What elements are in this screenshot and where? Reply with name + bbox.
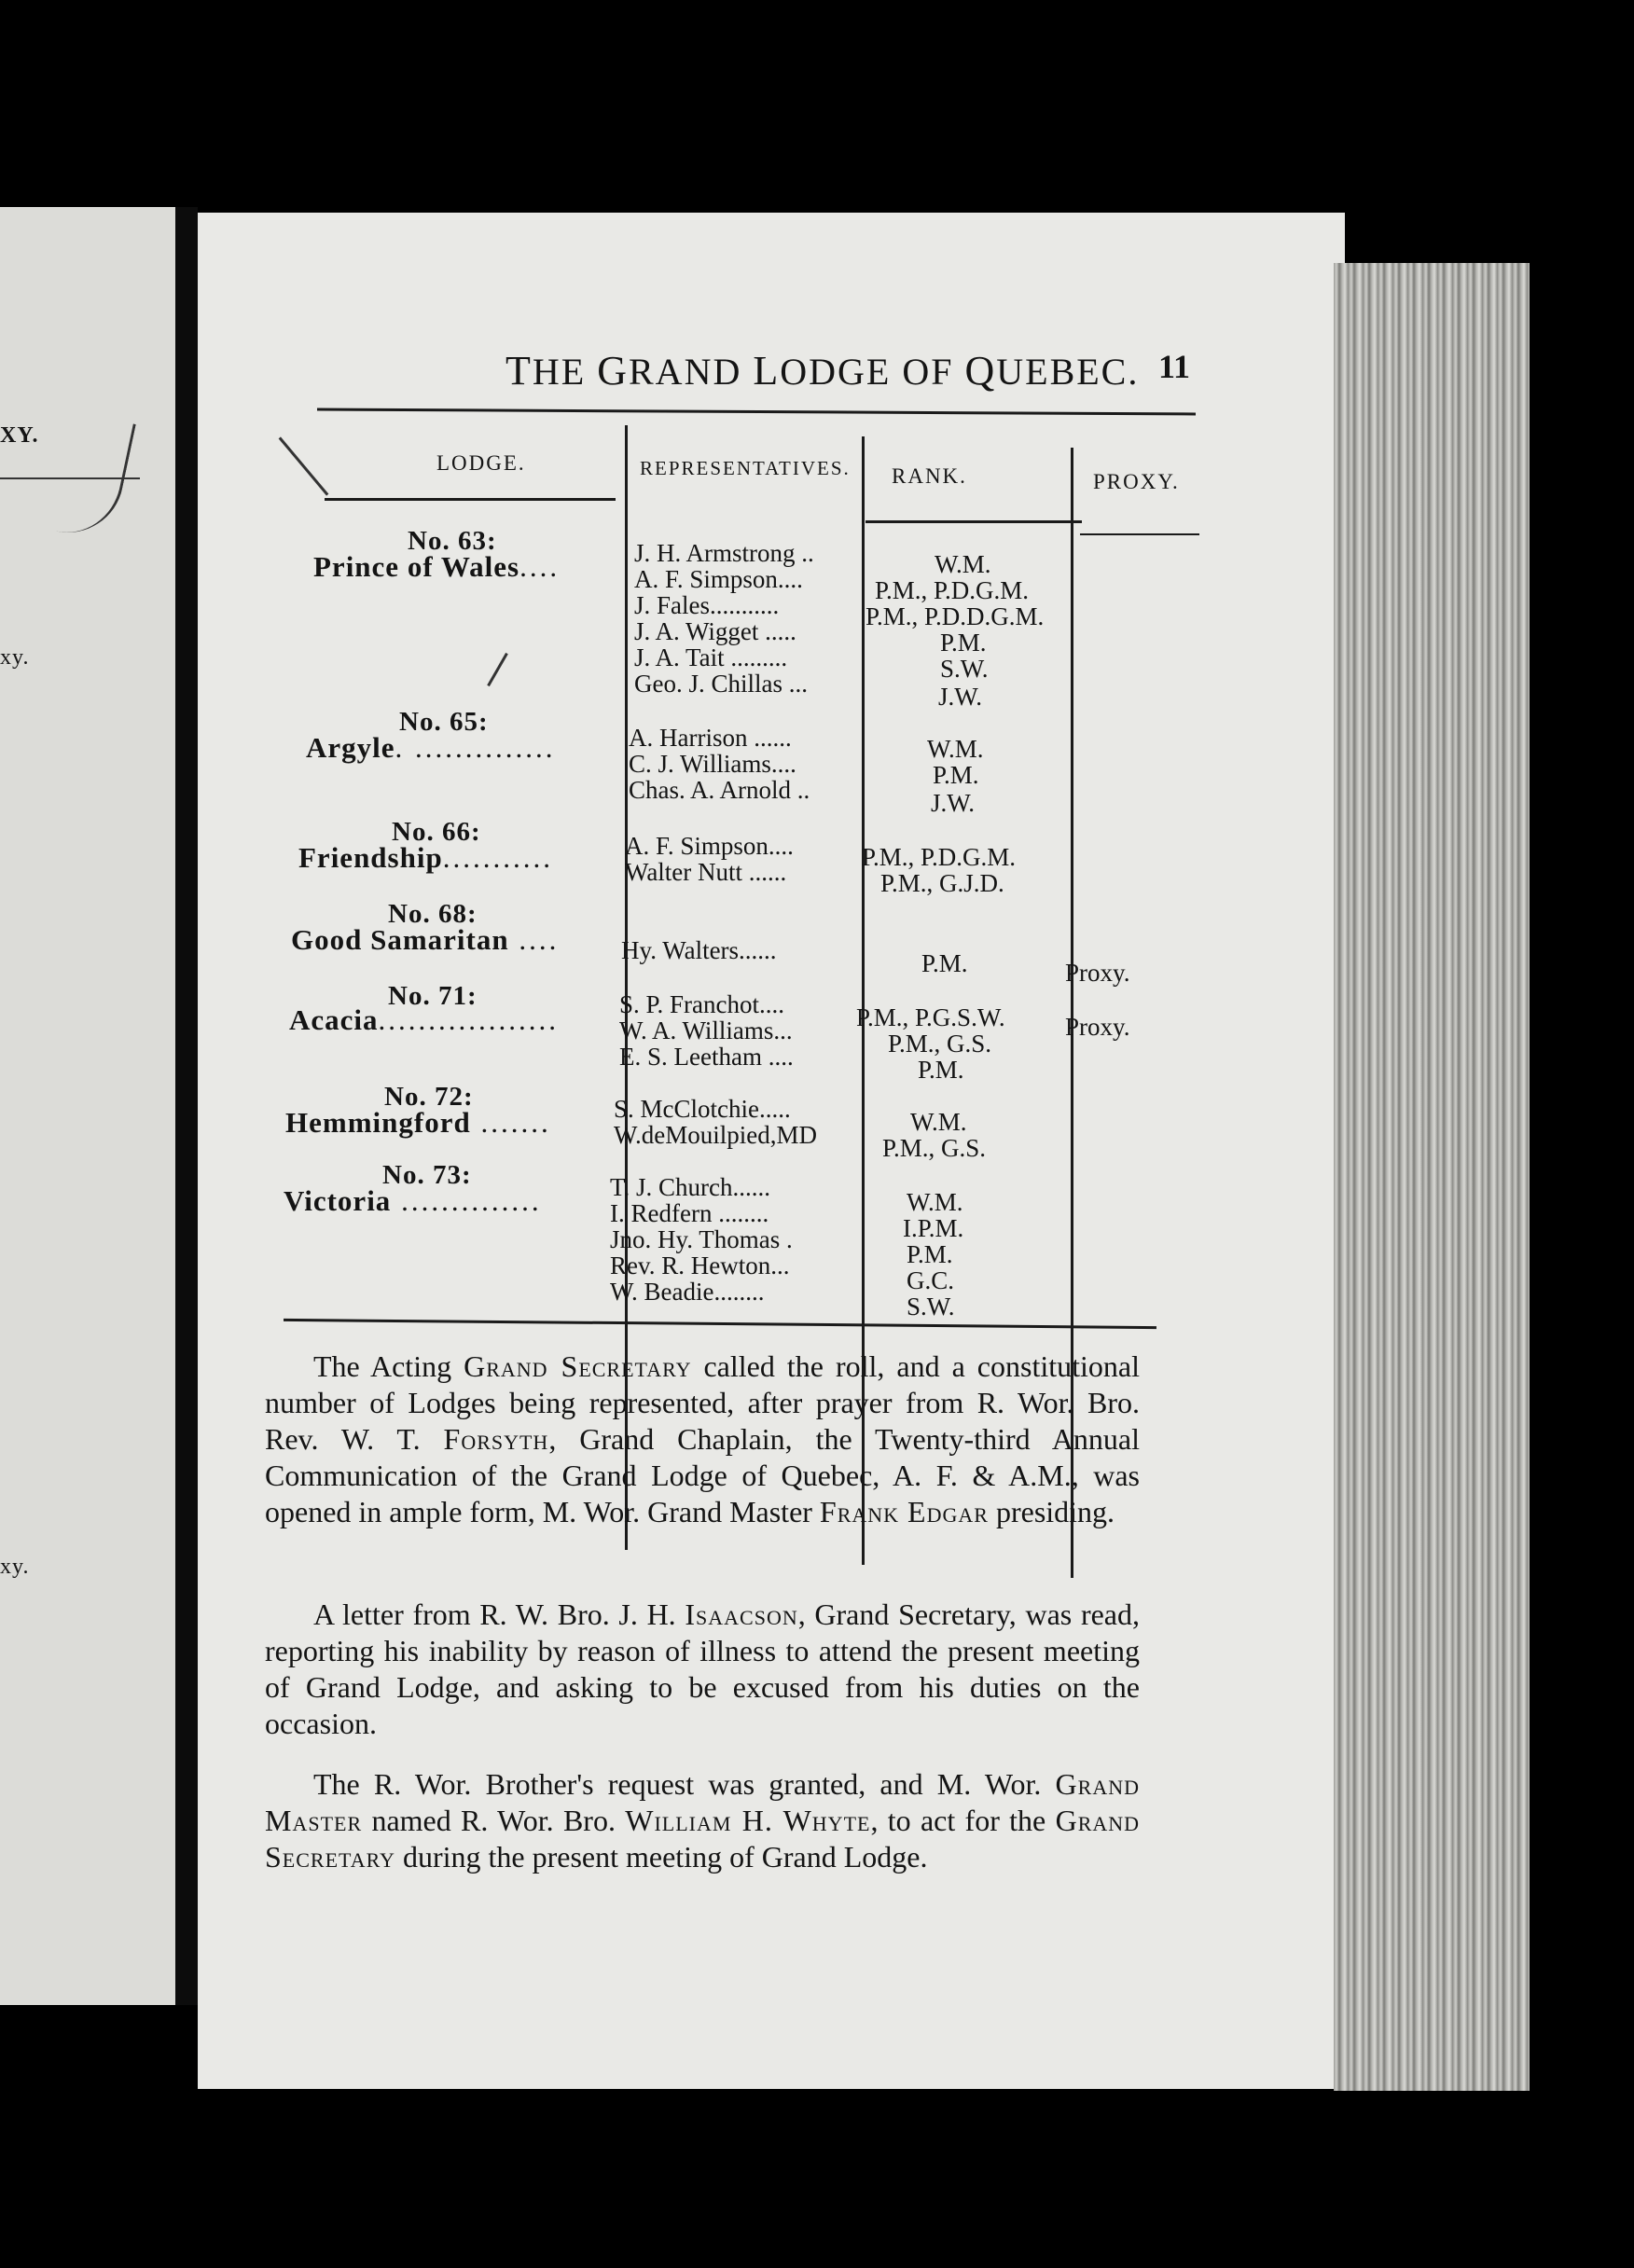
representative: A. Harrison ...... [629, 724, 792, 752]
table-header-rule [1080, 533, 1199, 535]
rank: I.P.M. [903, 1214, 964, 1242]
lodge-number: No. 65: [399, 707, 489, 737]
representative: J. A. Wigget ..... [634, 617, 796, 645]
representative: Walter Nutt ...... [625, 858, 787, 886]
representative: S. P. Franchot.... [619, 990, 785, 1018]
rank: P.M., G.S. [882, 1134, 987, 1162]
pen-mark [53, 412, 136, 543]
representative: W.deMouilpied,MD [614, 1121, 817, 1149]
table-header-rule [325, 498, 616, 501]
lodge-name: Good Samaritan .... [291, 923, 560, 956]
running-header: THE GRAND LODGE OF QUEBEC. [505, 348, 1140, 394]
representative: I. Redfern ........ [610, 1199, 769, 1227]
representative: A. F. Simpson.... [634, 565, 803, 593]
representative: S. McClotchie..... [614, 1095, 791, 1123]
lodge-name: Friendship........... [298, 841, 553, 874]
rank: P.M. [918, 1056, 964, 1084]
left-page-text: XY. [0, 423, 39, 448]
rank: G.C. [907, 1266, 955, 1294]
rank: W.M. [927, 735, 984, 763]
proxy-entry: Proxy. [1065, 959, 1130, 987]
representative: Chas. A. Arnold .. [629, 776, 810, 804]
book-page-edges [1334, 263, 1530, 2091]
representative: J. Fales........... [634, 591, 780, 619]
representative: Geo. J. Chillas ... [634, 670, 808, 698]
proxy-entry: Proxy. [1065, 1013, 1130, 1041]
representative: Hy. Walters...... [621, 936, 777, 964]
pen-mark [279, 436, 329, 495]
representative: W. Beadie........ [610, 1278, 765, 1306]
page-number: 11 [1158, 348, 1191, 385]
representative: W. A. Williams... [619, 1016, 793, 1044]
rank: P.M., P.D.G.M. [862, 843, 1017, 871]
left-page-fragment [0, 207, 175, 2005]
left-page-text: xy. [0, 1555, 30, 1579]
rank: P.M., G.J.D. [880, 869, 1004, 897]
rank: W.M. [910, 1108, 967, 1136]
rank: S.W. [907, 1293, 955, 1321]
lodge-name: Victoria .............. [284, 1184, 542, 1217]
lodge-name: Hemmingford ....... [285, 1106, 551, 1139]
rank: P.M., P.D.D.G.M. [865, 602, 1045, 630]
representative: Jno. Hy. Thomas . [610, 1225, 793, 1253]
rank: J.W. [938, 683, 983, 711]
paragraph-request: The R. Wor. Brother's request was granted, and M. Wor. Grand Master named R. Wor. Bro. William H. Whyte, to act for the Grand Secretary during the present meeting of Grand Lodge. [265, 1767, 1141, 1874]
rank: P.M. [921, 949, 968, 977]
pen-mark [487, 653, 508, 686]
document-page [198, 213, 1345, 2089]
representative: E. S. Leetham .... [619, 1043, 794, 1071]
representative: J. H. Armstrong .. [634, 539, 814, 567]
lodge-column-header: LODGE. [436, 451, 526, 475]
lodge-number: No. 63: [408, 526, 497, 556]
lodge-name: Prince of Wales.... [313, 550, 561, 583]
representative: T. J. Church...... [610, 1173, 770, 1201]
paragraph-roll-call: The Acting Grand Secretary called the roll, and a constitutional number of Lodges being represented, after prayer from R. Wor. Bro. Rev. W. T. Forsyth, Grand Chaplain, the Twenty-third Annual Communication of the Grand Lodge of Quebec, A. F. & A.M., was opened in ample form, M. Wor. Grand Master Frank Edgar presiding. [265, 1349, 1140, 1528]
rank: P.M. [940, 629, 987, 657]
representative: A. F. Simpson.... [625, 832, 794, 860]
lodge-number: No. 66: [392, 817, 481, 847]
paragraph-letter: A letter from R. W. Bro. J. H. Isaacson, Grand Secretary, was read, reporting his inability by reason of illness to attend the present meeting of Grand Lodge, and asking to be excused from his duties on the occasion. [265, 1597, 1141, 1740]
rank: J.W. [931, 789, 976, 817]
rank-column-header: RANK. [892, 464, 967, 488]
rank: P.M. [907, 1240, 953, 1268]
representative: C. J. Williams.... [629, 750, 796, 778]
representative: J. A. Tait ......... [634, 643, 788, 671]
rank: P.M., P.D.G.M. [875, 576, 1030, 604]
table-top-rule [317, 408, 1196, 416]
page-gutter [175, 207, 198, 2005]
representatives-column-header: REPRESENTATIVES. [640, 457, 851, 479]
lodge-number: No. 73: [382, 1160, 472, 1190]
left-page-text: xy. [0, 645, 30, 670]
lodge-number: No. 68: [388, 899, 478, 929]
rank: P.M., P.G.S.W. [856, 1003, 1005, 1031]
table-header-rule [865, 520, 1082, 523]
lodge-number: No. 71: [388, 981, 478, 1011]
rank: W.M. [907, 1188, 963, 1216]
lodge-name: Argyle. .............. [306, 731, 556, 764]
rank: S.W. [940, 655, 989, 683]
lodge-number: No. 72: [384, 1082, 474, 1112]
rank: W.M. [935, 550, 991, 578]
table-bottom-rule [284, 1319, 1156, 1329]
representative: Rev. R. Hewton... [610, 1252, 790, 1279]
lodge-name: Acacia.................. [289, 1003, 560, 1036]
rank: P.M. [933, 761, 979, 789]
proxy-column-header: PROXY. [1093, 470, 1180, 493]
rank: P.M., G.S. [888, 1030, 992, 1058]
